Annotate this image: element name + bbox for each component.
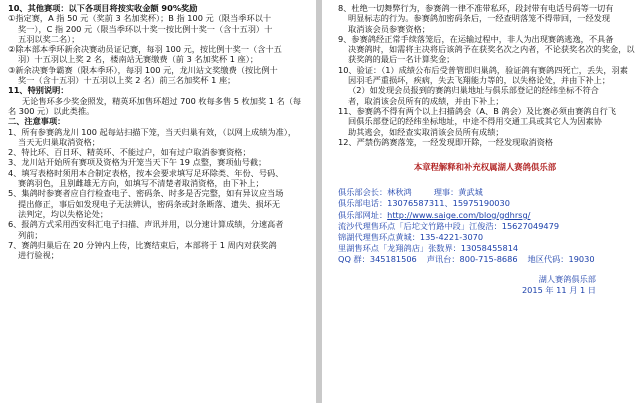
rule-line: 列前； — [18, 229, 43, 240]
rule-line: 9、参赛鸽经正常手续落笼后，在运输过程中，非人为出现赛鸽逃逸，不具备 — [338, 33, 614, 44]
rule-line: 2、特比环、百日环、精英环、不能过户，如有过户取消参赛资格； — [8, 147, 251, 158]
contact-phone — [338, 198, 632, 209]
area-label: 地区代码： — [527, 254, 569, 265]
rule-line: 8、杜绝一切舞弊行为，参赛鸽一律不准带私环，段封带有电话号码等一切有 — [338, 3, 614, 13]
rule-line: 提出修正，事后如发现电子无法辨认，密码条或封条断落、遗失、损坏无 — [18, 198, 281, 209]
tel-value: 13076587311、15975190030 — [387, 198, 510, 209]
rule-line: 10、验证：（1）成绩公布后受普管即归巢鸽，验证鸽有赛鸽四死亡，丢失，羽素 — [338, 64, 628, 75]
rule-line: 4、填写表格时须用本合制定表格，按本会要求填写足环除类、年份、号码、 — [8, 167, 284, 178]
signature-org: 湖人赛鸽俱乐部 — [538, 273, 596, 284]
agent-jinhu: 锦湖代理售环点黄城：135-4221-3070 — [338, 231, 484, 242]
rule-line: 赛鸽羽色，且别雌雄无方向，如填写不清楚者取消资格，由下补上； — [18, 178, 264, 189]
rule-line: 奖一），C 指 200 元（限当季环以十奖一按比例十奖一（含十五羽）十 — [18, 23, 273, 34]
secretary-label: 理事： — [433, 187, 459, 198]
qq-label: QQ 群： — [338, 254, 370, 265]
qq-value: 345181506 — [369, 254, 417, 265]
rule-line: 12、严禁伤鸽赛落笼，一经发现即开除，一经发现取消资格 — [338, 136, 554, 147]
agent-lihu: 里湖售环点「龙翔鸽店」张数界：13058455814 — [338, 243, 519, 254]
agent-liusha: 流沙代理售环点「后坨文竹路中段」江俊浩：15627049479 — [338, 220, 560, 231]
rule-line: ②除本部本季环新余决赛动员证记赛，每羽 100 元，按比例十奖一（含十五 — [8, 44, 282, 55]
rule-line: 10、其他赛项：以下各项目将按实收金额 90%奖励 — [8, 3, 198, 13]
rule-line: 3、龙川站开始所有赛项及资格为开笼当天下午 19 点整，赛项仙号截； — [8, 157, 267, 168]
rule-line: 助其逃会，如经查实取消该会员所有成绩； — [348, 126, 504, 137]
contact-block — [338, 187, 632, 265]
rule-line: 无论售环多少奖金照发，精英环加售环超过 700 枚每多售 5 枚加奖 1 名（每 — [22, 95, 302, 106]
rule-line: 11、特别说明： — [8, 85, 69, 96]
signature-block — [338, 274, 632, 296]
secretary-name: 黄武城 — [458, 187, 483, 198]
rule-line: 因羽毛严重损坏，疾病，失去飞翔能力等的，以失格论处，并由下补上； — [348, 75, 611, 86]
rule-line: ③新余决赛争霸赛（限本季环），每羽 100 元，龙川站文奖缴费（按比例十 — [8, 64, 278, 75]
rule-line: 法判定，均以失格论处； — [18, 208, 109, 219]
contact-website — [338, 210, 632, 221]
document-page-right — [322, 0, 640, 403]
contact-president — [338, 187, 632, 198]
rule-line: 五羽以奖二名）； — [18, 33, 80, 44]
sound-label: 声讯台： — [426, 254, 460, 265]
tel-label: 俱乐部电话： — [338, 198, 388, 209]
rule-line: 者，取消该会员所有的成绩，并由下补上； — [348, 95, 504, 106]
web-label: 俱乐部网址： — [338, 209, 388, 220]
rule-line: （2）如发现会员报到的赛鸽归巢地址与俱乐部登记的经纬坐标不符合 — [348, 85, 599, 96]
rule-line: ①指定赛，A 指 50 元（奖前 3 名加奖杯）；B 指 100 元（限当季环以十 — [8, 13, 272, 24]
signature-date: 2015 年 11 月 1 日 — [521, 284, 596, 295]
contact-codes — [338, 254, 632, 265]
rule-line: 当天无归巢取消资格； — [18, 136, 100, 147]
rules-continued — [338, 3, 635, 147]
rule-line: 7、赛鸽归巢后在 20 分钟内上传，比赛结束后，本部将于 1 周内对获奖鸽 — [8, 239, 277, 250]
rule-line: 二、注意事项： — [8, 116, 66, 127]
area-value: 19030 — [568, 254, 595, 265]
president-label: 俱乐部会长： — [338, 187, 388, 198]
rule-line: 5、集鸽时参赛者应自行检查电子、密码条、时多是否完整，如有异议应当场 — [8, 188, 284, 199]
rule-line: 奖一（含十五羽）十五羽以上奖 2 名）前三名加奖杯 1 座； — [18, 75, 236, 86]
rule-line: 决赛鸽时，如需将主决将后该鸽予在获奖名次之内者，不论获奖名次的奖金，以 — [348, 44, 635, 55]
rule-line: 11、参赛鸽不得有两个以上扫描鸽会（A、B 鸽会）及比赛必须由赛鸽自行飞 — [338, 105, 617, 116]
rule-line: 回俱乐部登记的经纬坐标地址，中途不得用交通工具或其它人为因素协 — [348, 116, 602, 127]
rule-line: 6、报鸽方式采用西安科汇电子扫描、声讯并用，以分速计算成绩，分速高者 — [8, 219, 284, 230]
rule-line: 羽）十五羽以上奖 2 名，楼南站无赛缴费（前 3 名加奖杯 1 座）； — [18, 54, 259, 65]
president-name: 林秋鸿 — [387, 187, 412, 198]
rule-line: 名 300 元）以此类推。 — [8, 105, 95, 116]
rule-line: 取消该会员参赛资格； — [348, 23, 430, 34]
website-link[interactable]: http://www.saige.com/blog/gdhrsg/ — [387, 209, 531, 220]
rule-line: 获奖鸽的最后一名计算奖金； — [348, 54, 455, 65]
rule-line: 进行验视； — [18, 250, 59, 261]
sound-value: 800-715-8686 — [459, 254, 518, 265]
closing-title: 本章程解释和补充权属湖人赛鸽俱乐部 — [413, 162, 557, 173]
rule-line: 1、所有参赛鸽龙川 100 起每站扫描下笼，当天归巢有效，（以网上成绩为准）， — [8, 126, 297, 137]
document-page-left — [0, 0, 316, 403]
rule-line: 明显标志的行为。参赛鸽加密码条后，一经查明落笼不得带回，一经发现 — [348, 13, 611, 24]
